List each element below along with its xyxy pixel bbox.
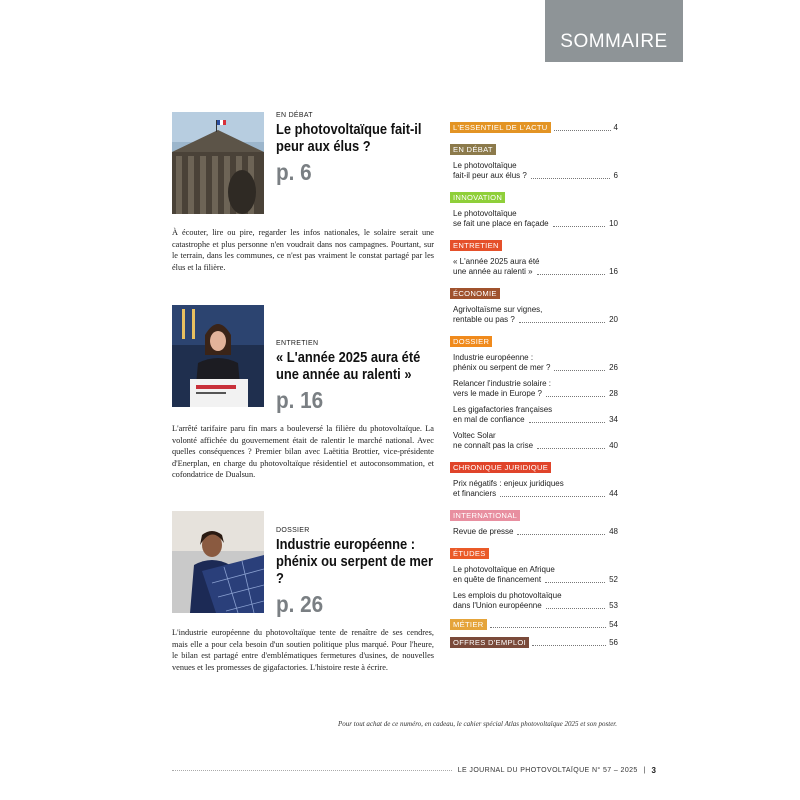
toc-section-entretien[interactable] xyxy=(450,235,618,277)
footer-rule xyxy=(172,770,452,771)
feature-lede: L'arrêté tarifaire paru fin mars a bouleversé la filière du photovoltaïque. La volonté affichée du gouvernement était de ralentir le marché national. Avec quelles conséquences ? Premier bilan avec Laëtitia Brottier, vice-présidente d'Enerplan, en charge du photovoltaïque résidentiel et autoconsommation, et cofondatrice de Dualsun. xyxy=(172,424,434,480)
footer-separator: | xyxy=(643,766,646,774)
toc-section-economie[interactable] xyxy=(450,283,618,325)
feature-title: « L'année 2025 aura été une année au ralenti » xyxy=(276,349,421,383)
dot-leader xyxy=(554,361,605,371)
toc-section-dossier[interactable] xyxy=(450,331,618,451)
entry-line-2: Revue de presse xyxy=(453,527,514,536)
feature-photo-solar-panel xyxy=(172,511,264,613)
dot-leader xyxy=(519,313,605,323)
section-label: ÉTUDES xyxy=(450,548,489,559)
feature-page: p. 16 xyxy=(276,387,324,413)
feature-photo-speaker xyxy=(172,305,264,407)
toc-section-en-debat[interactable] xyxy=(450,139,618,181)
toc-entry[interactable] xyxy=(450,209,618,229)
dot-leader xyxy=(554,130,611,131)
page-number: 40 xyxy=(609,441,618,450)
entry-line-2: fait-il peur aux élus ? xyxy=(453,171,527,180)
page-number: 26 xyxy=(609,363,618,372)
toc-section-chronique-juridique[interactable] xyxy=(450,457,618,499)
dot-leader xyxy=(553,217,605,227)
section-label: DOSSIER xyxy=(450,336,492,347)
feature-text xyxy=(276,511,436,618)
page-title: SOMMAIRE xyxy=(560,31,668,52)
toc-section-etudes[interactable] xyxy=(450,543,618,611)
section-label: OFFRES D'EMPLOI xyxy=(450,637,529,648)
page-number: 28 xyxy=(609,389,618,398)
dot-leader xyxy=(517,525,605,535)
entry-line-1: Le photovoltaïque xyxy=(453,209,517,218)
toc-section-international[interactable] xyxy=(450,505,618,537)
toc-section-offres-emploi[interactable] xyxy=(450,635,618,649)
dot-leader xyxy=(500,487,605,497)
feature-text xyxy=(276,112,436,186)
entry-line-1: Les emplois du photovoltaïque xyxy=(453,591,562,600)
page-number: 54 xyxy=(609,619,618,629)
dot-leader xyxy=(546,599,605,609)
journal-title: LE JOURNAL DU PHOTOVOLTAÏQUE N° 57 – 2025 xyxy=(457,766,638,774)
dot-leader xyxy=(490,627,607,628)
page-number: 53 xyxy=(609,601,618,610)
entry-line-1: Prix négatifs : enjeux juridiques xyxy=(453,479,564,488)
page-number: 44 xyxy=(609,489,618,498)
feature-title: Le photovoltaïque fait-il peur aux élus ? xyxy=(276,121,422,155)
feature-kicker: ENTRETIEN xyxy=(276,340,319,347)
page-number: 20 xyxy=(609,315,618,324)
feature-lede: L'industrie européenne du photovoltaïque tente de renaître de ses cendres, mais elle a pour cela besoin d'un soutien politique plus marqué. Pour l'heure, le bilan est partagé entre d'emblématiques fermetures d'usines, de nouvelles venues et les promesses de gigafactories. L'histoire reste à écrire. xyxy=(172,628,434,672)
toc-entry[interactable] xyxy=(450,305,618,325)
dot-leader xyxy=(531,169,610,179)
section-label: L'ESSENTIEL DE L'ACTU xyxy=(450,122,551,133)
entry-line-2: rentable ou pas ? xyxy=(453,315,515,324)
section-label: EN DÉBAT xyxy=(450,144,496,155)
dot-leader xyxy=(529,413,605,423)
entry-line-1: Le photovoltaïque xyxy=(453,161,517,170)
page-footer xyxy=(172,765,656,775)
toc-entry[interactable] xyxy=(450,479,618,499)
feature-text xyxy=(276,305,436,414)
toc-entry[interactable] xyxy=(450,527,618,537)
toc-entry[interactable] xyxy=(450,257,618,277)
sommaire-header-tab xyxy=(545,0,683,62)
page-number: 56 xyxy=(609,637,618,647)
page-number: 16 xyxy=(609,267,618,276)
dot-leader xyxy=(546,387,605,397)
entry-line-1: Le photovoltaïque en Afrique xyxy=(453,565,555,574)
page-number: 34 xyxy=(609,415,618,424)
entry-line-1: Relancer l'industrie solaire : xyxy=(453,379,552,388)
dot-leader xyxy=(537,439,605,449)
entry-line-2: se fait une place en façade xyxy=(453,219,549,228)
page-number: 10 xyxy=(609,219,618,228)
entry-line-2: vers le made in Europe ? xyxy=(453,389,542,398)
entry-line-1: Les gigafactories françaises xyxy=(453,405,553,414)
toc-entry[interactable] xyxy=(450,565,618,585)
toc-entry[interactable] xyxy=(450,379,618,399)
dot-leader xyxy=(545,573,605,583)
section-label: CHRONIQUE JURIDIQUE xyxy=(450,462,551,473)
entry-line-1: Agrivoltaïsme sur vignes, xyxy=(453,305,543,314)
feature-page: p. 6 xyxy=(276,159,312,185)
page-number: 6 xyxy=(613,171,618,180)
entry-line-2: une année au ralenti » xyxy=(453,267,533,276)
toc-entry[interactable] xyxy=(450,161,618,181)
entry-line-2: en mal de confiance xyxy=(453,415,525,424)
section-label: ENTRETIEN xyxy=(450,240,502,251)
entry-line-1: « L'année 2025 aura été xyxy=(453,257,540,266)
entry-line-2: dans l'Union européenne xyxy=(453,601,542,610)
page-number: 48 xyxy=(609,527,618,536)
toc-section-essentiel[interactable] xyxy=(450,120,618,134)
section-label: INNOVATION xyxy=(450,192,505,203)
entry-line-2: phénix ou serpent de mer ? xyxy=(453,363,551,372)
page-number: 3 xyxy=(651,765,656,775)
toc-section-innovation[interactable] xyxy=(450,187,618,229)
toc-entry[interactable] xyxy=(450,353,618,373)
entry-line-1: Industrie européenne : xyxy=(453,353,534,362)
toc-section-metier[interactable] xyxy=(450,617,618,631)
feature-photo-parliament xyxy=(172,112,264,214)
toc-entry[interactable] xyxy=(450,431,618,451)
feature-page: p. 26 xyxy=(276,591,324,617)
feature-lede: À écouter, lire ou pire, regarder les infos nationales, le solaire serait une catastrophe et plus personne n'en voudrait dans nos campagnes. Pourtant, sur le terrain, dans les communes, ce n'est pas vraiment le constat partagé par les élus et la filière. xyxy=(172,228,434,272)
feature-title: Industrie européenne : phénix ou serpent de mer ? xyxy=(276,536,433,587)
gift-note: Pour tout achat de ce numéro, en cadeau, le cahier spécial Atlas photovoltaïque 2025 et son poster. xyxy=(338,720,617,728)
feature-kicker: DOSSIER xyxy=(276,527,310,534)
dot-leader xyxy=(537,265,605,275)
table-of-contents xyxy=(450,120,618,649)
section-label: INTERNATIONAL xyxy=(450,510,520,521)
section-label: MÉTIER xyxy=(450,619,487,630)
entry-line-2: et financiers xyxy=(453,489,497,498)
entry-line-2: ne connaît pas la crise xyxy=(453,441,534,450)
entry-line-1: Voltec Solar xyxy=(453,431,496,440)
feature-kicker: EN DÉBAT xyxy=(276,112,313,119)
entry-line-2: en quête de financement xyxy=(453,575,542,584)
dot-leader xyxy=(532,645,606,646)
toc-entry[interactable] xyxy=(450,591,618,611)
page-number: 52 xyxy=(609,575,618,584)
toc-entry[interactable] xyxy=(450,405,618,425)
section-label: ÉCONOMIE xyxy=(450,288,500,299)
page-number: 4 xyxy=(613,122,618,132)
